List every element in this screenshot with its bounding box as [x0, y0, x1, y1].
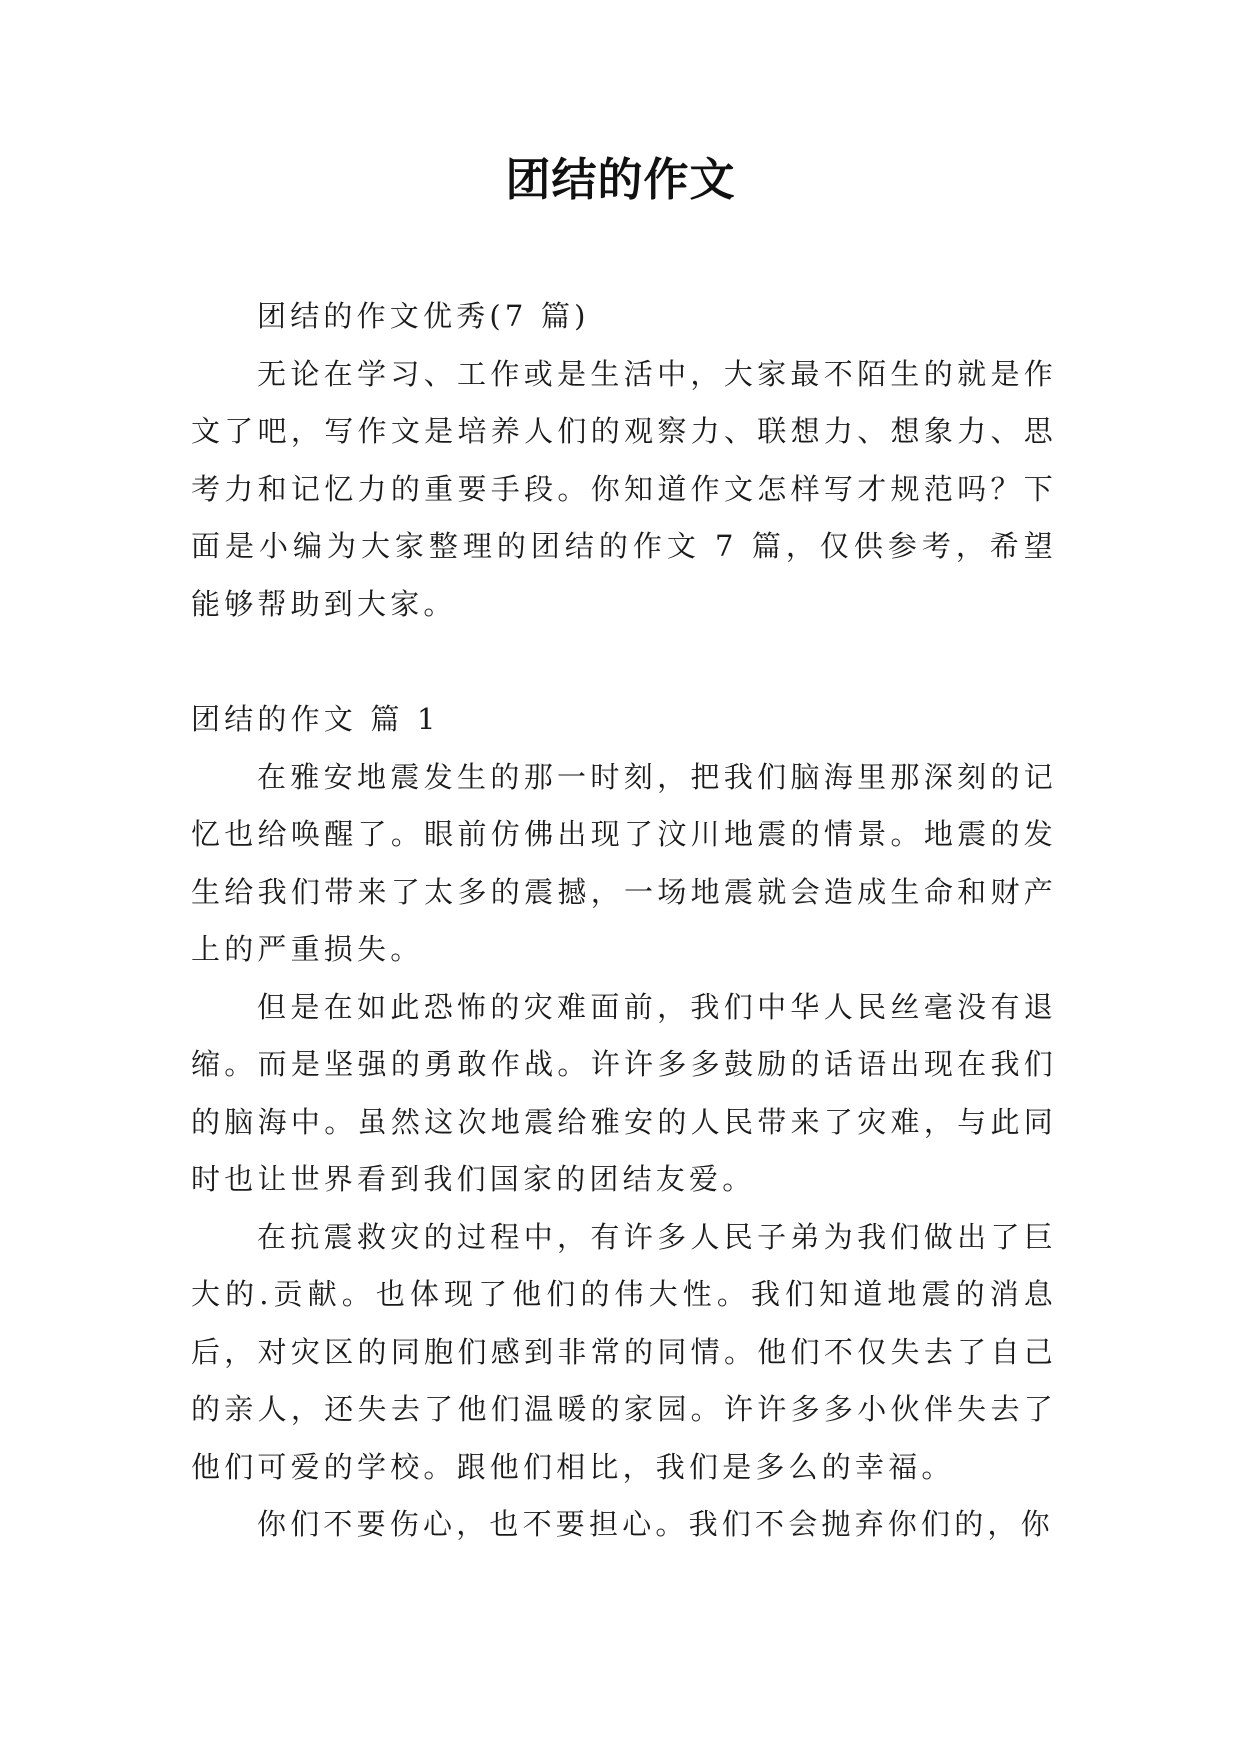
intro-paragraph: 无论在学习、工作或是生活中，大家最不陌生的就是作文了吧，写作文是培养人们的观察力、联想力、想象力、思考力和记忆力的重要手段。你知道作文怎样写才规范吗？下面是小编为大家整理的团结的作文 7 篇，仅供参考，希望能够帮助到大家。 [191, 356, 1057, 621]
section-heading: 团结的作文 篇 1 [191, 702, 440, 736]
document-body [191, 288, 1057, 1554]
body-paragraph-1: 在雅安地震发生的那一时刻，把我们脑海里那深刻的记忆也给唤醒了。眼前仿佛出现了汶川地震的情景。地震的发生给我们带来了太多的震撼，一场地震就会造成生命和财产上的严重损失。 [191, 759, 1057, 966]
body-paragraph-3: 在抗震救灾的过程中，有许多人民子弟为我们做出了巨大的.贡献。也体现了他们的伟大性。我们知道地震的消息后，对灾区的同胞们感到非常的同情。他们不仅失去了自己的亲人，还失去了他们温暖的家园。许许多多小伙伴失去了他们可爱的学校。跟他们相比，我们是多么的幸福。 [191, 1219, 1057, 1484]
document-subtitle: 团结的作文优秀(7 篇) [257, 299, 590, 333]
section-gap [191, 633, 1057, 691]
body-paragraph-2: 但是在如此恐怖的灾难面前，我们中华人民丝毫没有退缩。而是坚强的勇敢作战。许许多多鼓励的话语出现在我们的脑海中。虽然这次地震给雅安的人民带来了灾难，与此同时也让世界看到我们国家的团结友爱。 [191, 989, 1057, 1196]
body-paragraph-4: 你们不要伤心，也不要担心。我们不会抛弃你们的，你 [257, 1507, 1054, 1541]
document-title: 团结的作文 [505, 153, 736, 206]
